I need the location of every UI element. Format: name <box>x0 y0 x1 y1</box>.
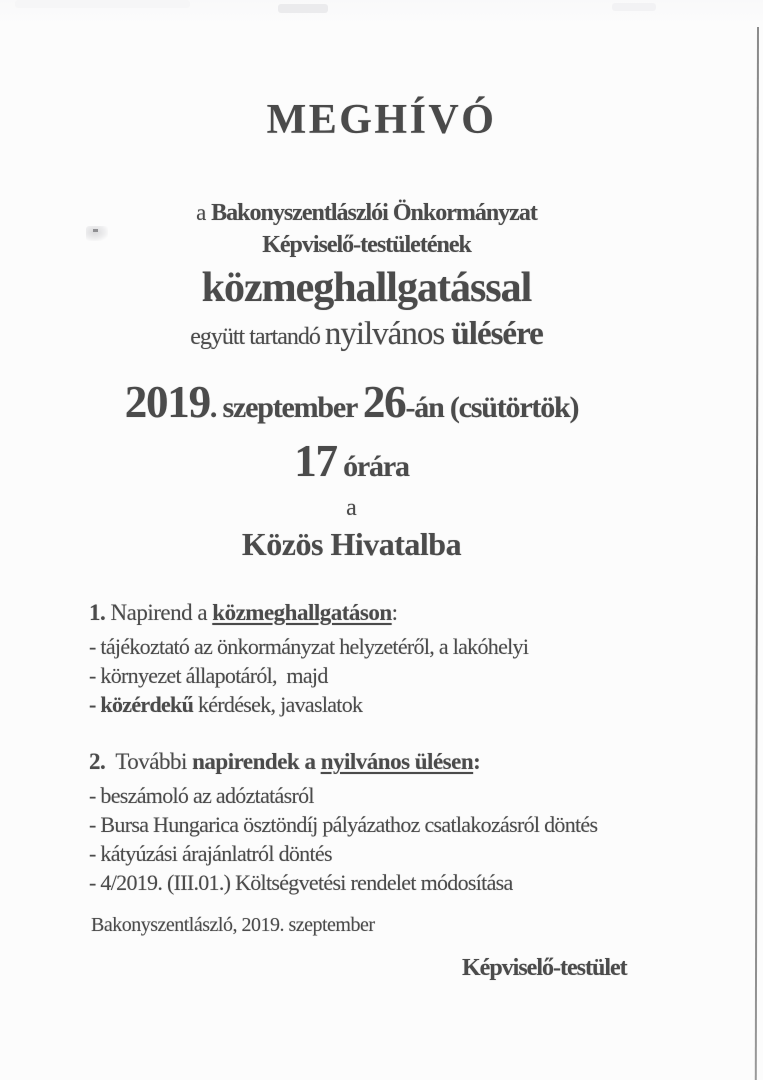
council-line: Képviselő-testületének <box>262 232 471 258</box>
agenda-1-colon: : <box>391 600 398 625</box>
scan-smudge <box>15 0 190 8</box>
time-line <box>0 438 703 490</box>
agenda-1-item-regular-part: kérdések, javaslatok <box>193 692 363 717</box>
session-bold-word: ülésére <box>451 316 543 352</box>
venue-name: Közös Hivatalba <box>241 526 462 562</box>
agenda-2-colon: : <box>473 749 481 774</box>
document-title: MEGHÍVÓ <box>266 97 497 143</box>
organization-name: Bakonyszentlászlói Önkormányzat <box>211 200 537 226</box>
month-text: . szeptember <box>209 391 363 424</box>
agenda-1-label: Napirend a <box>105 600 213 625</box>
signature-line: Képviselő-testület <box>462 955 627 981</box>
weekday-text: -án (csütörtök) <box>405 391 579 424</box>
scan-edge-line <box>755 27 759 1080</box>
session-line <box>0 314 733 360</box>
agenda-1-item: - tájékoztató az önkormányzat helyzetéről, a lakóhelyi <box>89 634 529 659</box>
session-public-word: nyilvános <box>324 316 452 352</box>
agenda-1-item <box>89 690 723 719</box>
agenda-1-underlined: közmeghallgatáson <box>212 600 392 625</box>
hour-value: 17 <box>294 436 337 486</box>
agenda-1-item: - környezet állapotáról, majd <box>89 663 328 688</box>
agenda-2-item: - kátyúzási árajánlatról döntés <box>89 841 332 866</box>
agenda-2-heading <box>89 747 723 777</box>
hour-text: órára <box>336 450 409 483</box>
agenda-2-number: 2. <box>89 749 106 774</box>
agenda-1-item-bold-part: - közérdekű <box>89 692 194 717</box>
year-value: 2019 <box>124 377 210 427</box>
scan-smudge <box>612 3 656 11</box>
agenda-2-item: - Bursa Hungarica ösztöndíj pályázathoz csatlakozásról döntés <box>89 812 598 837</box>
article-prefix: a <box>196 200 212 225</box>
agenda-2-item: - beszámoló az adóztatásról <box>89 783 314 808</box>
date-line <box>0 378 703 432</box>
agenda-section-2 <box>89 747 723 897</box>
public-hearing-word: közmeghallgatással <box>201 265 532 311</box>
agenda-section-1 <box>89 598 723 719</box>
agenda-2-item: - 4/2019. (III.01.) Költségvetési rendelet módosítása <box>89 870 513 895</box>
agenda-1-heading <box>89 598 723 628</box>
datetime-block <box>0 378 703 564</box>
agenda-2-label-bold: napirendek a <box>192 749 321 774</box>
scan-smudge <box>278 4 328 13</box>
session-small-text: együtt tartandó <box>190 324 325 350</box>
day-value: 26 <box>362 377 406 427</box>
article-word: a <box>346 495 357 521</box>
agenda-2-underlined: nyilvános ülésen <box>320 749 474 774</box>
place-and-date: Bakonyszentlászló, 2019. szeptember <box>91 914 375 936</box>
agenda-2-label-regular: További <box>105 749 193 774</box>
intro-block <box>0 197 733 360</box>
organization-line <box>0 197 733 229</box>
agenda-1-number: 1. <box>89 600 106 625</box>
